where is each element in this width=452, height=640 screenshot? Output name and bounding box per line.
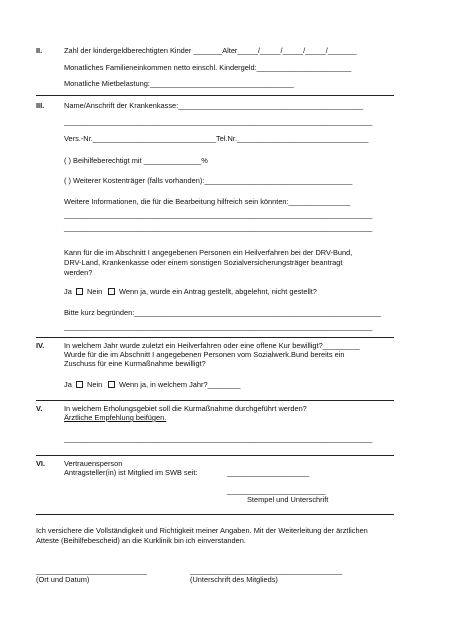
resort-question: In welchem Erholungsgebiet soll die Kurmaßnahme durchgeführt werden?: [64, 404, 307, 413]
nein-checkbox[interactable]: [108, 288, 115, 295]
rehab-question-line-1: Kann für die im Abschnitt I angegebenen Personen ein Heilverfahren bei der DRV-Bund,: [64, 248, 353, 257]
nein-label: Nein: [87, 287, 103, 296]
rent-field[interactable]: Monatliche Mietbelastung:___________________________________: [64, 79, 294, 88]
declaration-line-2: Atteste (Beihilfebescheid) an die Kurklinik bin ich einverstanden.: [36, 536, 246, 545]
ja-label: Ja: [64, 287, 72, 296]
subsidy-year-field[interactable]: Wenn ja, in welchem Jahr?________: [119, 380, 241, 389]
divider: [36, 95, 394, 96]
place-date-label: (Ort und Datum): [36, 575, 90, 584]
more-info-field[interactable]: Weitere Informationen, die für die Bearbeitung hilfreich sein könnten:_______________: [64, 197, 351, 206]
rehab-question-line-3: werden?: [64, 268, 93, 277]
insurer-line-2[interactable]: ___________________________________________________________________________: [64, 117, 373, 126]
trust-person-title: Vertrauensperson: [64, 459, 123, 468]
reason-line-2[interactable]: ___________________________________________________________________________: [64, 322, 373, 331]
other-payer-option[interactable]: ( ) Weiterer Kostenträger (falls vorhanden):____________________________________: [64, 176, 353, 185]
income-field[interactable]: Monatliches Familieneinkommen netto einschl. Kindergeld:_______________________: [64, 63, 352, 72]
divider: [36, 337, 394, 338]
more-info-line-3[interactable]: ___________________________________________________________________________: [64, 223, 373, 232]
member-number-phone-field[interactable]: Vers.-Nr.______________________________Tel.Nr.________________________________: [64, 134, 369, 143]
more-info-line-2[interactable]: ___________________________________________________________________________: [64, 210, 373, 219]
section-5-number: V.: [36, 404, 43, 413]
member-since-label: Antragsteller(in) ist Mitglied im SWB seit:: [64, 468, 198, 477]
member-signature-field[interactable]: _____________________________________: [190, 566, 343, 575]
section-4-number: IV.: [36, 341, 45, 350]
ja-checkbox[interactable]: [76, 381, 83, 388]
nein-checkbox[interactable]: [108, 381, 115, 388]
medical-recommendation-note: Ärztliche Empfehlung beifügen.: [64, 413, 167, 422]
divider: [36, 514, 394, 515]
subsidy-question-line-2: Zuschuss für eine Kurmaßnahme bewilligt?: [64, 359, 206, 368]
reason-field[interactable]: Bitte kurz begründen:____________________________________________________________: [64, 308, 381, 317]
stamp-signature-label: Stempel und Unterschrift: [247, 495, 329, 504]
ja-checkbox[interactable]: [76, 288, 83, 295]
declaration-line-1: Ich versichere die Vollständigkeit und Richtigkeit meiner Angaben. Mit der Weiterleitung der ärztlichen: [36, 526, 368, 535]
last-cure-year-field[interactable]: In welchem Jahr wurde zuletzt ein Heilverfahren oder eine offene Kur bewilligt?_________: [64, 341, 360, 350]
application-followup: Wenn ja, wurde ein Antrag gestellt, abgelehnt, nicht gestellt?: [119, 287, 317, 296]
place-date-field[interactable]: ___________________________: [36, 566, 147, 575]
stamp-signature-field[interactable]: ________________________: [227, 486, 326, 495]
children-field[interactable]: Zahl der kindergeldberechtigten Kinder _______Alter_____/_____/_____/_____/_______: [64, 46, 357, 55]
section-6-number: VI.: [36, 459, 46, 468]
nein-label: Nein: [87, 380, 103, 389]
divider: [36, 400, 394, 401]
insurer-field[interactable]: Name/Anschrift der Krankenkasse:_____________________________________________: [64, 101, 364, 110]
resort-answer-field[interactable]: ___________________________________________________________________________: [64, 434, 373, 443]
beihilfe-option[interactable]: ( ) Beihilfeberechtigt mit ______________%: [64, 156, 208, 165]
section-3-number: III.: [36, 101, 45, 110]
member-signature-label: (Unterschrift des Mitglieds): [190, 575, 278, 584]
ja-label: Ja: [64, 380, 72, 389]
subsidy-question-line-1: Wurde für die im Abschnitt I angegebenen Personen vom Sozialwerk.Bund bereits ein: [64, 350, 345, 359]
section-2-number: II.: [36, 46, 43, 55]
rehab-question-line-2: DRV-Land, Krankenkasse oder einem sonstigen Sozialversicherungsträger beantragt: [64, 258, 343, 267]
member-since-field[interactable]: ____________________: [227, 468, 310, 477]
divider: [36, 455, 394, 456]
